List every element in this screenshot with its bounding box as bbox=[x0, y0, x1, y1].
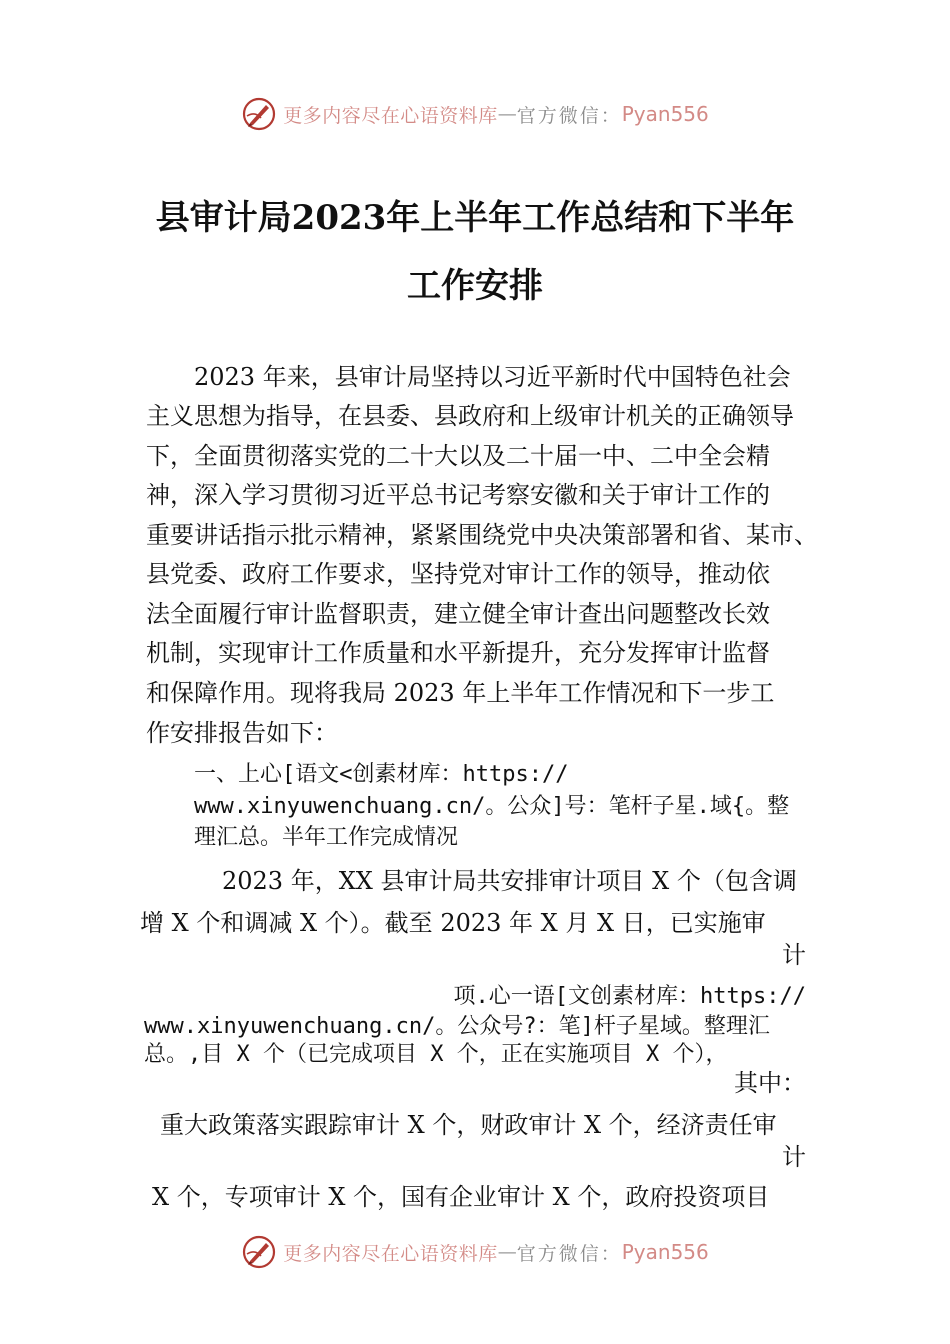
watermark-banner-bottom bbox=[0, 1232, 950, 1272]
document-title-line-2: 工作安排 bbox=[407, 266, 543, 306]
watermark-banner-top bbox=[0, 94, 950, 134]
paragraph-1-line: 法全面履行审计监督职责，建立健全审计查出问题整改长效 bbox=[146, 600, 770, 628]
banner-text: 更多内容尽在心语资料库 bbox=[283, 104, 498, 127]
paragraph-1-line: 神，深入学习贯彻习近平总书记考察安徽和关于审计工作的 bbox=[146, 481, 770, 509]
paragraph-1-line: 和保障作用。现将我局 2023 年上半年工作情况和下一步工 bbox=[146, 679, 775, 707]
paragraph-2-line: 项.心一语[文创素材库：https:// bbox=[453, 984, 806, 1009]
paragraph-2-line: 2023 年，XX 县审计局共安排审计项目 X 个（包含调 bbox=[222, 867, 797, 895]
pen-logo-icon bbox=[241, 1234, 277, 1270]
paragraph-2-line: 重大政策落实跟踪审计 X 个，财政审计 X 个，经济责任审 bbox=[160, 1111, 777, 1139]
document-title-line-1: 县审计局2023年上半年工作总结和下半年 bbox=[155, 198, 795, 238]
paragraph-2-line: 其中： bbox=[734, 1069, 806, 1097]
section-heading-line: 一、上心[语文<创素材库：https:// bbox=[194, 762, 569, 787]
paragraph-1-line: 主义思想为指导，在县委、县政府和上级审计机关的正确领导 bbox=[146, 402, 794, 430]
paragraph-1-line: 重要讲话指示批示精神，紧紧围绕党中央决策部署和省、某市、 bbox=[146, 521, 818, 549]
paragraph-2-line: 增 X 个和调减 X 个）。截至 2023 年 X 月 X 日，已实施审 bbox=[140, 909, 766, 937]
banner-wechat-label: 官方微信： bbox=[516, 1242, 622, 1265]
paragraph-1-line: 作安排报告如下： bbox=[146, 719, 338, 747]
paragraph-2-line: 计 bbox=[782, 941, 806, 969]
banner-wechat-id: Pyan556 bbox=[621, 102, 709, 126]
banner-separator: — bbox=[497, 1241, 517, 1263]
banner-wechat-label: 官方微信： bbox=[516, 104, 622, 127]
pen-logo-icon bbox=[241, 96, 277, 132]
paragraph-2-line: 总。,目 X 个（已完成项目 X 个，正在实施项目 X 个）， bbox=[144, 1042, 728, 1067]
paragraph-2-line: X 个，专项审计 X 个，国有企业审计 X 个，政府投资项目 bbox=[152, 1183, 770, 1211]
paragraph-1-line: 下，全面贯彻落实党的二十大以及二十届一中、二中全会精 bbox=[146, 442, 770, 470]
paragraph-2-line: www.xinyuwenchuang.cn/。公众号?：笔]杆子星域。整理汇 bbox=[144, 1014, 770, 1039]
section-heading-line: 理汇总。半年工作完成情况 bbox=[194, 825, 459, 850]
banner-text: 更多内容尽在心语资料库 bbox=[283, 1242, 498, 1265]
banner-wechat-id: Pyan556 bbox=[621, 1240, 709, 1264]
section-heading-line: www.xinyuwenchuang.cn/。公众]号：笔杆子星.域{。整 bbox=[194, 794, 790, 819]
paragraph-2-line: 计 bbox=[782, 1143, 806, 1171]
paragraph-1-line: 2023 年来，县审计局坚持以习近平新时代中国特色社会 bbox=[194, 363, 791, 391]
banner-separator: — bbox=[497, 103, 517, 125]
paragraph-1-line: 机制，实现审计工作质量和水平新提升，充分发挥审计监督 bbox=[146, 639, 770, 667]
paragraph-1-line: 县党委、政府工作要求，坚持党对审计工作的领导，推动依 bbox=[146, 560, 770, 588]
